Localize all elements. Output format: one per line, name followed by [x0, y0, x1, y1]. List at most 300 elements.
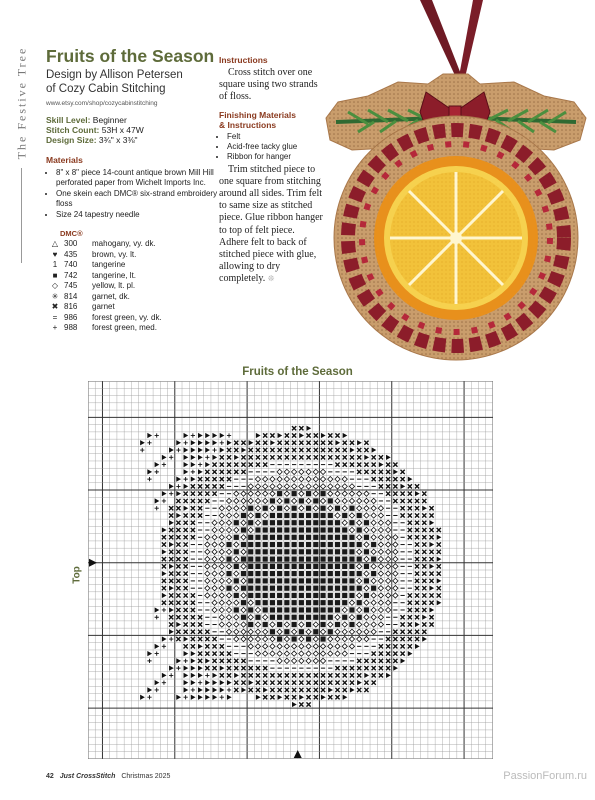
chart-stitch-solid [306, 636, 311, 641]
list-item: • Ribbon for hanger [227, 152, 323, 162]
chart-stitch-solid [277, 622, 282, 627]
chart-stitch-solid [263, 578, 268, 583]
chart-stitch-solid [328, 527, 333, 532]
chart-stitch-solid [335, 571, 340, 576]
list-item: • 8" x 8" piece 14-count antique brown Mill Hill perforated paper from Wichelt Imports Inc. [56, 168, 226, 188]
chart-stitch-solid [320, 578, 325, 583]
chart-stitch-solid [342, 600, 347, 605]
page-footer [46, 773, 170, 780]
chart-stitch-solid [320, 600, 325, 605]
chart-stitch-solid [328, 556, 333, 561]
page-number: 42 [46, 773, 54, 780]
watermark: PassionForum.ru [503, 770, 587, 782]
chart-stitch-solid [313, 629, 318, 634]
chart-stitch-solid [248, 549, 253, 554]
designer-line-1: Design by Allison Petersen [46, 69, 183, 81]
chart-stitch-solid [263, 622, 268, 627]
chart-stitch-solid [299, 498, 304, 503]
instructions-text: Cross stitch over one square using two strands of floss. [219, 67, 318, 103]
chart-stitch-solid [299, 593, 304, 598]
chart-stitch-solid [284, 564, 289, 569]
chart-stitch-solid [277, 513, 282, 518]
chart-stitch-solid [299, 527, 304, 532]
designer-url[interactable]: www.etsy.com/shop/cozycabinstitching [46, 100, 158, 107]
floss-number: 986 [64, 312, 78, 322]
chart-stitch-solid [277, 586, 282, 591]
chart-stitch-solid [226, 586, 231, 591]
chart-stitch-solid [277, 564, 282, 569]
chart-stitch-solid [234, 578, 239, 583]
chart-stitch-solid [270, 549, 275, 554]
chart-stitch-solid [320, 607, 325, 612]
chart-stitch-solid [284, 571, 289, 576]
chart-stitch-solid [255, 578, 260, 583]
chart-stitch-solid [357, 542, 362, 547]
floss-color-name: mahogany, vy. dk. [92, 239, 156, 248]
chart-stitch-solid [349, 506, 354, 511]
chart-stitch-solid [335, 593, 340, 598]
chart-stitch-solid [313, 527, 318, 532]
chart-stitch-solid [320, 622, 325, 627]
chart-stitch-solid [371, 571, 376, 576]
chart-stitch-solid [263, 586, 268, 591]
materials-list [46, 168, 226, 220]
chart-stitch-solid [320, 586, 325, 591]
chart-stitch-solid [270, 498, 275, 503]
chart-stitch-solid [349, 578, 354, 583]
chart-stitch-solid [328, 593, 333, 598]
chart-stitch-solid [226, 556, 231, 561]
ornament-photo [308, 0, 595, 365]
chart-stitch-solid [292, 571, 297, 576]
chart-stitch-solid [270, 564, 275, 569]
chart-stitch-solid [364, 520, 369, 525]
chart-stitch-solid [306, 506, 311, 511]
chart-stitch-solid [306, 491, 311, 496]
chart-stitch-solid [335, 578, 340, 583]
chart-stitch-solid [313, 520, 318, 525]
chart-stitch-solid [241, 615, 246, 620]
chart-stitch-solid [270, 520, 275, 525]
chart-stitch-solid [299, 629, 304, 634]
chart-stitch-solid [263, 535, 268, 540]
chart-stitch-solid [284, 535, 289, 540]
spec-skill: Skill Level: Beginner [46, 115, 127, 125]
chart-stitch-solid [349, 520, 354, 525]
chart-stitch-solid [255, 527, 260, 532]
chart-stitch-solid [226, 542, 231, 547]
chart-stitch-solid [306, 600, 311, 605]
chart-stitch-solid [342, 593, 347, 598]
spec-stitch-count: Stitch Count: 53H x 47W [46, 125, 144, 135]
chart-stitch-solid [270, 586, 275, 591]
chart-stitch-solid [299, 607, 304, 612]
floss-number: 745 [64, 281, 78, 290]
chart-stitch-solid [292, 491, 297, 496]
chart-stitch-solid [248, 535, 253, 540]
floss-color-name: brown, vy. lt. [92, 249, 137, 259]
chart-stitch-solid [234, 564, 239, 569]
chart-stitch-solid [284, 527, 289, 532]
chart-stitch-solid [306, 564, 311, 569]
chart-stitch-solid [270, 527, 275, 532]
chart-stitch-solid [292, 636, 297, 641]
chart-stitch-solid [248, 556, 253, 561]
chart-stitch-solid [292, 520, 297, 525]
chart-stitch-solid [255, 615, 260, 620]
chart-stitch-solid [313, 513, 318, 518]
chart-stitch-solid [320, 513, 325, 518]
chart-stitch-solid [270, 571, 275, 576]
chart-stitch-solid [342, 615, 347, 620]
section-label-divider [21, 168, 22, 263]
chart-stitch-solid [263, 506, 268, 511]
chart-stitch-solid [292, 607, 297, 612]
finishing-heading-line-1: Finishing Materials [219, 109, 296, 120]
chart-stitch-solid [328, 607, 333, 612]
chart-stitch-solid [306, 542, 311, 547]
instructions-heading: Instructions [219, 55, 268, 65]
chart-stitch-solid [255, 513, 260, 518]
chart-stitch-solid [306, 527, 311, 532]
chart-stitch-solid [263, 556, 268, 561]
chart-stitch-solid [248, 622, 253, 627]
chart-stitch-solid [306, 607, 311, 612]
chart-stitch-solid [263, 600, 268, 605]
chart-stitch-solid [284, 513, 289, 518]
chart-stitch-solid [320, 636, 325, 641]
chart-stitch-solid [248, 506, 253, 511]
chart-stitch-solid [284, 549, 289, 554]
chart-stitch-solid [263, 607, 268, 612]
chart-stitch-solid [313, 498, 318, 503]
chart-stitch-solid [270, 542, 275, 547]
chart-stitch-solid [226, 571, 231, 576]
chart-stitch-solid [284, 600, 289, 605]
chart-stitch-solid [263, 571, 268, 576]
chart-stitch-solid [320, 549, 325, 554]
chart-stitch-solid [328, 571, 333, 576]
chart-stitch-solid [364, 607, 369, 612]
chart-stitch-solid [328, 578, 333, 583]
chart-stitch-solid [357, 513, 362, 518]
chart-stitch-solid [335, 586, 340, 591]
issue-name: Christmas 2025 [121, 773, 171, 780]
chart-stitch-solid [263, 527, 268, 532]
chart-stitch-solid [320, 520, 325, 525]
chart-stitch-solid [277, 615, 282, 620]
chart-stitch-solid [349, 542, 354, 547]
end-mark-icon: ❊ [267, 274, 275, 284]
chart-stitch-solid [292, 549, 297, 554]
chart-stitch-solid [299, 586, 304, 591]
chart-stitch-solid [299, 578, 304, 583]
chart-stitch-solid [335, 506, 340, 511]
chart-stitch-solid [313, 535, 318, 540]
chart-stitch-solid [248, 564, 253, 569]
magazine-name: Just CrossStitch [59, 773, 116, 780]
chart-stitch-solid [357, 600, 362, 605]
floss-number: 742 [64, 270, 78, 280]
chart-stitch-solid [306, 615, 311, 620]
color-key-row [46, 260, 162, 271]
chart-stitch-solid [277, 542, 282, 547]
chart-stitch-solid [342, 556, 347, 561]
section-label: The Festive Tree [14, 46, 29, 159]
chart-stitch-solid [234, 520, 239, 525]
chart-stitch-solid [270, 607, 275, 612]
chart-stitch-solid [313, 564, 318, 569]
chart-stitch-solid [306, 549, 311, 554]
chart-stitch-solid [277, 600, 282, 605]
chart-stitch-solid [313, 578, 318, 583]
floss-symbol: ♥ [52, 249, 58, 259]
chart-stitch-solid [371, 586, 376, 591]
chart-stitch-solid [234, 535, 239, 540]
floss-symbol: = [52, 312, 58, 322]
chart-stitch-solid [255, 600, 260, 605]
chart-stitch-solid [248, 571, 253, 576]
chart-stitch-solid [328, 498, 333, 503]
chart-stitch-solid [349, 571, 354, 576]
chart-stitch-solid [255, 535, 260, 540]
chart-stitch-solid [335, 535, 340, 540]
chart-stitch-solid [277, 520, 282, 525]
floss-color-name: tangerine [92, 260, 126, 269]
chart-stitch-solid [320, 615, 325, 620]
chart-stitch-solid [342, 542, 347, 547]
chart-stitch-solid [241, 600, 246, 605]
dmc-heading: DMC® [60, 229, 83, 238]
chart-stitch-solid [349, 586, 354, 591]
chart-stitch-solid [241, 586, 246, 591]
chart-stitch-solid [255, 571, 260, 576]
chart-stitch-solid [255, 542, 260, 547]
color-key-row [46, 323, 162, 334]
chart-stitch-solid [284, 520, 289, 525]
chart-stitch-solid [335, 564, 340, 569]
floss-color-name: forest green, med. [92, 323, 157, 332]
pattern-specs [46, 115, 226, 145]
floss-number: 300 [64, 239, 78, 248]
chart-stitch-solid [342, 564, 347, 569]
chart-stitch-solid [292, 578, 297, 583]
chart-stitch-solid [306, 593, 311, 598]
chart-stitch-solid [292, 527, 297, 532]
chart-stitch-solid [299, 556, 304, 561]
chart-stitch-solid [349, 535, 354, 540]
spec-design-size: Design Size: 3¾" x 3⅜" [46, 135, 138, 145]
chart-stitch-solid [328, 542, 333, 547]
chart-stitch-solid [313, 600, 318, 605]
chart-stitch-solid [320, 491, 325, 496]
floss-color-name: yellow, lt. pl. [92, 281, 136, 290]
color-key-row [46, 250, 162, 261]
chart-stitch-solid [371, 556, 376, 561]
chart-stitch-solid [277, 491, 282, 496]
color-key-row [46, 302, 162, 313]
chart-stitch-solid [306, 520, 311, 525]
color-key-row [46, 271, 162, 282]
chart-stitch-solid [313, 549, 318, 554]
list-item: • One skein each DMC® six-strand embroidery floss [56, 189, 226, 209]
chart-stitch-solid [299, 549, 304, 554]
chart-stitch-solid [357, 556, 362, 561]
chart-stitch-solid [270, 513, 275, 518]
chart-stitch-solid [306, 513, 311, 518]
chart-stitch-solid [292, 542, 297, 547]
floss-symbol: ✖ [51, 302, 59, 311]
chart-stitch-solid [328, 549, 333, 554]
chart-stitch-solid [248, 586, 253, 591]
chart-stitch-solid [335, 542, 340, 547]
list-item: • Felt [227, 132, 323, 142]
chart-stitch-solid [234, 549, 239, 554]
chart-title: Fruits of the Season [242, 366, 353, 378]
floss-color-name: tangerine, lt. [92, 270, 137, 280]
pattern-info-column [46, 47, 226, 334]
chart-stitch-solid [299, 615, 304, 620]
ribbon-hanger [420, 0, 464, 82]
chart-stitch-solid [342, 535, 347, 540]
chart-stitch-solid [284, 498, 289, 503]
chart-stitch-solid [292, 556, 297, 561]
chart-stitch-solid [313, 542, 318, 547]
chart-stitch-solid [342, 578, 347, 583]
chart-stitch-solid [299, 535, 304, 540]
pattern-title: Fruits of the Season [46, 46, 215, 66]
chart-stitch-solid [364, 593, 369, 598]
chart-stitch-solid [270, 535, 275, 540]
chart-stitch-solid [313, 571, 318, 576]
chart-stitch-solid [306, 571, 311, 576]
cross-stitch-chart [88, 381, 493, 759]
list-item: • Acid-free tacky glue [227, 142, 323, 152]
chart-stitch-solid [357, 571, 362, 576]
chart-stitch-solid [241, 542, 246, 547]
floss-symbol: 1 [52, 260, 58, 269]
chart-stitch-solid [248, 578, 253, 583]
chart-stitch-solid [270, 600, 275, 605]
floss-symbol: + [52, 323, 58, 332]
floss-symbol: ◇ [51, 281, 59, 290]
floss-symbol: ✳ [51, 291, 59, 301]
chart-stitch-solid [292, 593, 297, 598]
floss-number: 740 [64, 260, 78, 269]
finishing-heading-line-2: & Instructions [219, 119, 277, 130]
chart-stitch-solid [248, 607, 253, 612]
chart-stitch-solid [313, 615, 318, 620]
chart-stitch-solid [292, 622, 297, 627]
floss-color-name: forest green, vy. dk. [92, 312, 162, 322]
chart-stitch-solid [284, 542, 289, 547]
floss-number: 988 [64, 323, 78, 332]
chart-stitch-solid [328, 564, 333, 569]
chart-stitch-solid [335, 600, 340, 605]
chart-stitch-solid [292, 600, 297, 605]
chart-stitch-solid [306, 535, 311, 540]
chart-stitch-solid [270, 578, 275, 583]
chart-stitch-solid [299, 571, 304, 576]
chart-stitch-solid [255, 593, 260, 598]
chart-stitch-solid [357, 586, 362, 591]
color-key-row [46, 292, 162, 303]
chart-stitch-solid [277, 506, 282, 511]
color-key-table [46, 239, 162, 334]
chart-stitch-solid [320, 542, 325, 547]
chart-stitch-solid [292, 513, 297, 518]
chart-stitch-solid [277, 636, 282, 641]
chart-stitch-solid [328, 513, 333, 518]
chart-stitch-solid [335, 549, 340, 554]
chart-stitch-solid [364, 535, 369, 540]
chart-stitch-solid [292, 564, 297, 569]
chart-stitch-solid [277, 527, 282, 532]
chart-stitch-solid [349, 556, 354, 561]
chart-stitch-solid [234, 607, 239, 612]
chart-stitch-solid [335, 556, 340, 561]
chart-stitch-solid [292, 506, 297, 511]
chart-stitch-solid [299, 542, 304, 547]
chart-stitch-solid [292, 586, 297, 591]
chart-stitch-solid [313, 607, 318, 612]
chart-stitch-solid [241, 571, 246, 576]
chart-stitch-solid [277, 535, 282, 540]
chart-stitch-solid [335, 607, 340, 612]
chart-stitch-solid [299, 513, 304, 518]
chart-stitch-solid [234, 593, 239, 598]
chart-stitch-solid [349, 607, 354, 612]
chart-stitch-solid [328, 520, 333, 525]
chart-stitch-solid [248, 542, 253, 547]
chart-stitch-solid [364, 578, 369, 583]
chart-stitch-solid [270, 629, 275, 634]
chart-stitch-solid [263, 549, 268, 554]
chart-stitch-solid [263, 542, 268, 547]
chart-stitch-solid [270, 615, 275, 620]
chart-stitch-solid [313, 593, 318, 598]
chart-stitch-solid [277, 556, 282, 561]
chart-stitch-solid [270, 593, 275, 598]
floss-color-name: garnet, dk. [92, 291, 130, 301]
chart-stitch-solid [263, 520, 268, 525]
chart-stitch-solid [328, 586, 333, 591]
chart-stitch-solid [349, 593, 354, 598]
chart-stitch-solid [241, 513, 246, 518]
chart-stitch-solid [299, 600, 304, 605]
list-item: • Size 24 tapestry needle [56, 210, 226, 220]
designer-byline [46, 68, 226, 96]
chart-stitch-solid [284, 578, 289, 583]
chart-stitch-solid [248, 520, 253, 525]
chart-stitch-solid [349, 549, 354, 554]
chart-stitch-solid [299, 564, 304, 569]
chart-stitch-solid [342, 549, 347, 554]
chart-stitch-solid [292, 535, 297, 540]
chart-stitch-solid [349, 622, 354, 627]
chart-stitch-solid [320, 506, 325, 511]
finishing-text: Trim stitched piece to one square from stitching around all sides. Trim felt to same size as stitched piece. Glue ribbon hanger to top of felt piece. Adhere felt to back of stitched piece with glue, allowing to dry completely. ❊ [219, 163, 323, 285]
floss-number: 814 [64, 291, 78, 301]
chart-stitch-solid [320, 571, 325, 576]
chart-stitch-solid [263, 593, 268, 598]
chart-stitch-solid [284, 586, 289, 591]
chart-stitch-solid [255, 586, 260, 591]
floss-color-name: garnet [92, 302, 115, 311]
chart-stitch-solid [313, 556, 318, 561]
chart-stitch-solid [320, 593, 325, 598]
chart-stitch-solid [342, 527, 347, 532]
